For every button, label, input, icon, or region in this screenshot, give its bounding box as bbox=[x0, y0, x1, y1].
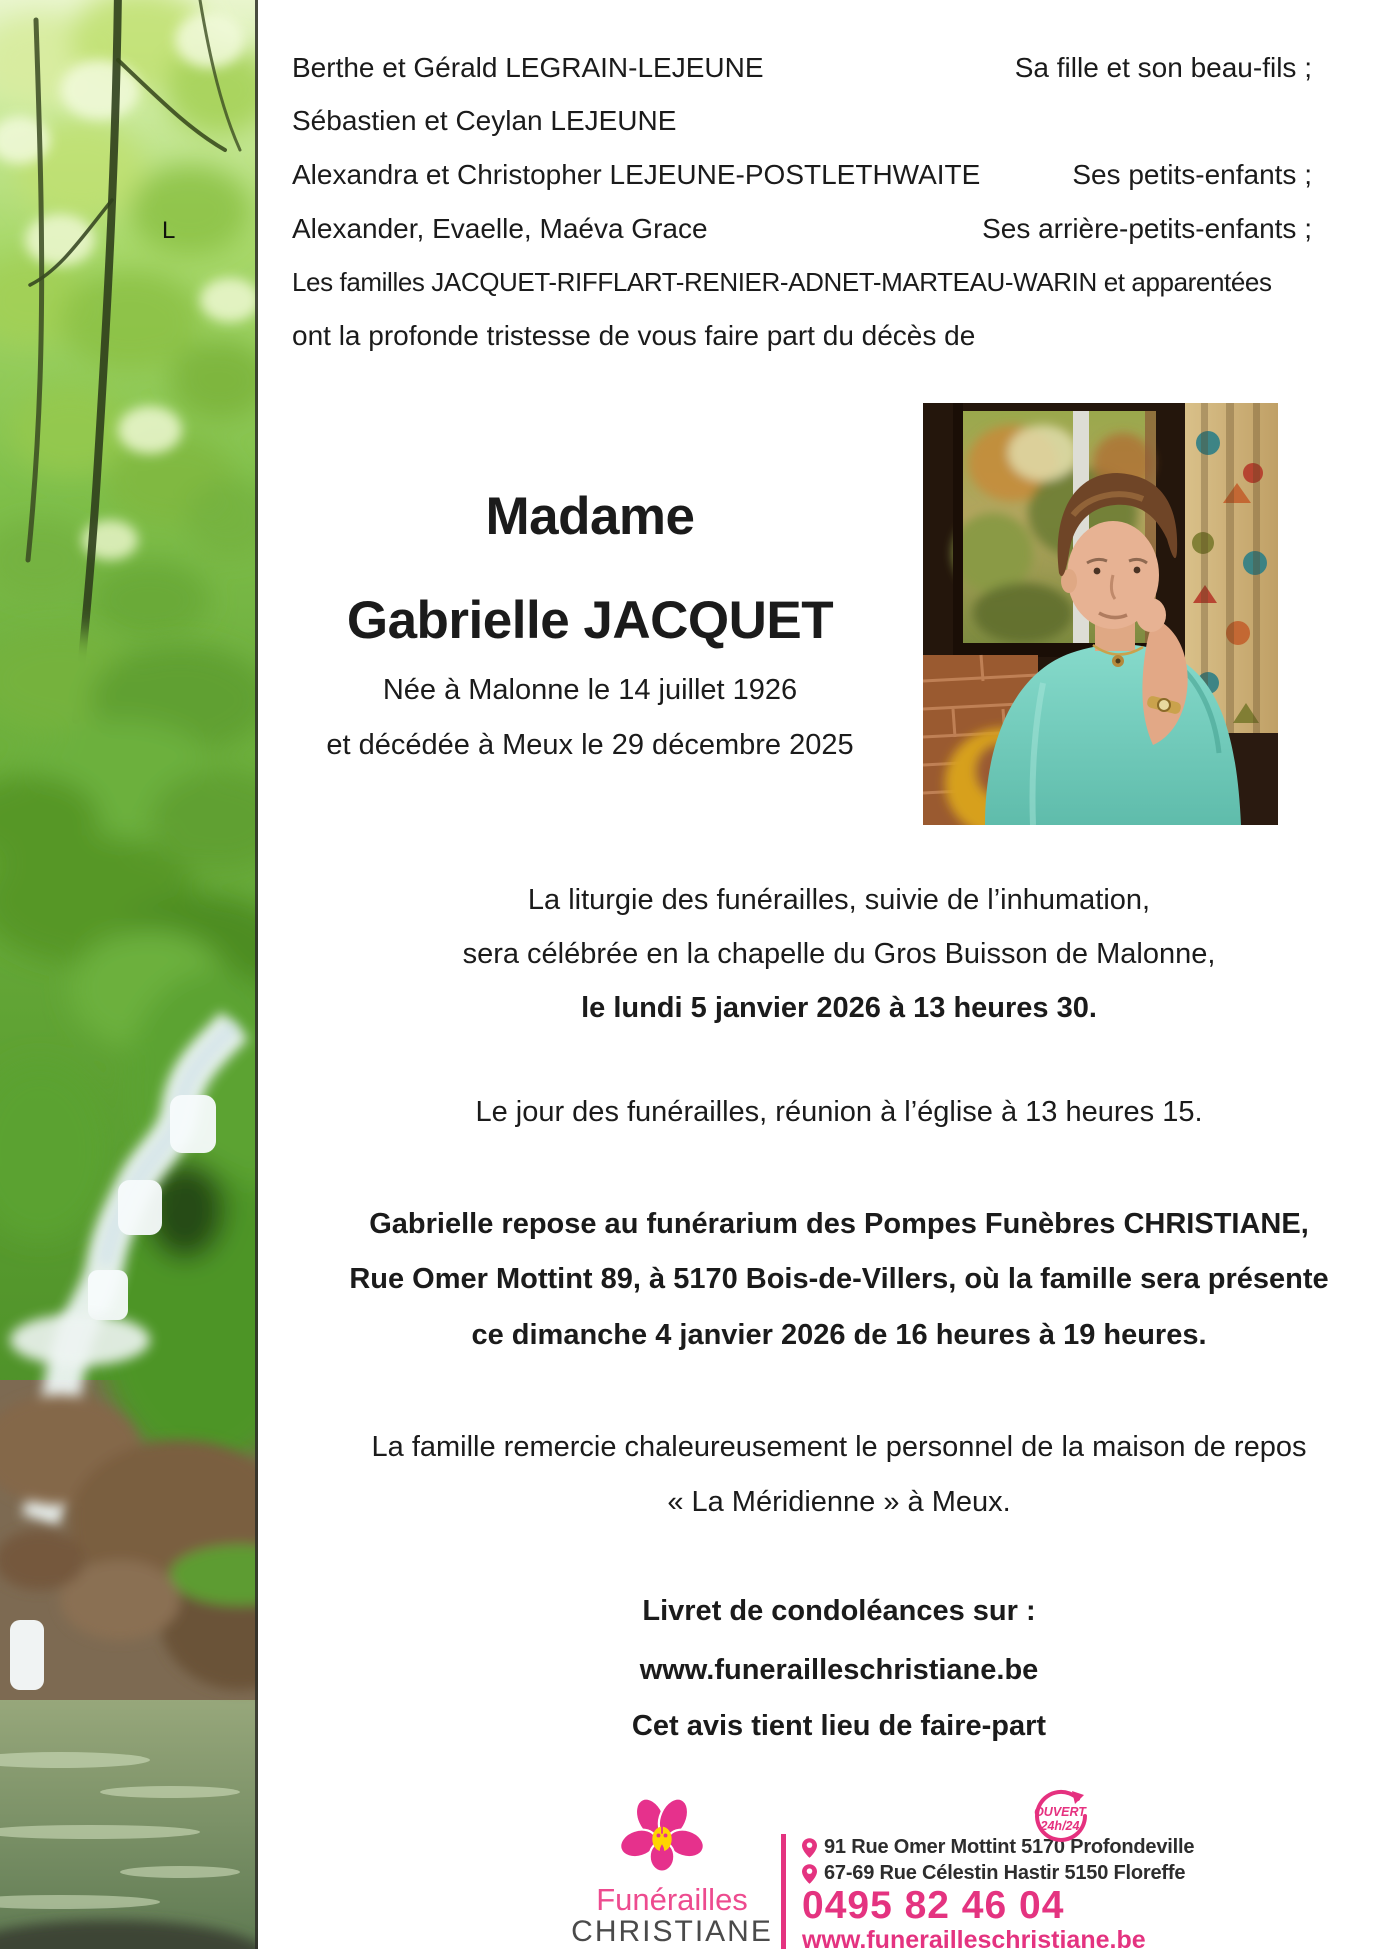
family-names: Sébastien et Ceylan LEJEUNE bbox=[292, 105, 677, 137]
family-names: Berthe et Gérald LEGRAIN-LEJEUNE bbox=[292, 51, 764, 83]
portrait-photo bbox=[923, 403, 1278, 825]
death-line: et décédée à Meux le 29 décembre 2025 bbox=[326, 729, 854, 761]
footer-divider bbox=[781, 1834, 786, 1949]
location-pin-icon bbox=[802, 1838, 817, 1858]
families-line: Les familles JACQUET-RIFFLART-RENIER-ADNET-MARTEAU-WARIN et apparentées bbox=[292, 266, 1272, 297]
stray-letter-overlay: L bbox=[162, 217, 176, 244]
badge-text-ouvert: OUVERT bbox=[1034, 1805, 1086, 1819]
sidebar-nature-image bbox=[0, 0, 258, 1949]
footer-website-link[interactable]: www.funerailleschristiane.be bbox=[802, 1926, 1146, 1949]
location-pin-icon bbox=[802, 1864, 817, 1884]
family-row bbox=[292, 95, 1312, 149]
notice-line: Cet avis tient lieu de faire-part bbox=[631, 1710, 1047, 1742]
announcement-line: ont la profonde tristesse de vous faire part du décès de bbox=[292, 319, 976, 351]
orchid-logo-icon bbox=[618, 1795, 706, 1875]
forest-stream-image bbox=[0, 0, 258, 1949]
family-names: Alexandra et Christopher LEJEUNE-POSTLETHWAITE bbox=[292, 158, 981, 190]
repose-line-2: Rue Omer Mottint 89, à 5170 Bois-de-Villers, où la famille sera présente bbox=[349, 1263, 1329, 1295]
deceased-name: Gabrielle JACQUET bbox=[346, 591, 834, 650]
repose-line-1: Gabrielle repose au funérarium des Pompes Funèbres CHRISTIANE, bbox=[369, 1208, 1309, 1240]
family-row bbox=[292, 148, 1312, 202]
badge-text-24h: 24h/24 bbox=[1040, 1819, 1080, 1833]
footer-phone-number: 0495 82 46 04 bbox=[802, 1884, 1065, 1927]
family-row bbox=[292, 202, 1312, 256]
condolences-heading: Livret de condoléances sur : bbox=[642, 1595, 1036, 1627]
brand-name-bottom: CHRISTIANE bbox=[571, 1915, 773, 1948]
ceremony-date-line: le lundi 5 janvier 2026 à 13 heures 30. bbox=[581, 992, 1097, 1024]
footer-address-2-text: 67-69 Rue Célestin Hastir 5150 Floreffe bbox=[824, 1862, 1186, 1884]
footer-address-1-text: 91 Rue Omer Mottint 5170 Profondeville bbox=[824, 1836, 1195, 1858]
meeting-line: Le jour des funérailles, réunion à l’église à 13 heures 15. bbox=[475, 1096, 1203, 1128]
repose-line-3: ce dimanche 4 janvier 2026 de 16 heures à 19 heures. bbox=[471, 1319, 1207, 1351]
footer-address-1 bbox=[802, 1836, 1194, 1859]
portrait-photo-image bbox=[923, 403, 1278, 825]
thanks-line-1: La famille remercie chaleureusement le personnel de la maison de repos bbox=[371, 1431, 1307, 1463]
ceremony-line-2: sera célébrée en la chapelle du Gros Buisson de Malonne, bbox=[462, 938, 1216, 970]
ceremony-line-1: La liturgie des funérailles, suivie de l’inhumation, bbox=[527, 884, 1151, 916]
condolences-website-link[interactable]: www.funerailleschristiane.be bbox=[639, 1654, 1039, 1686]
family-relation: Ses petits-enfants ; bbox=[1072, 158, 1312, 190]
open-24h-badge bbox=[1028, 1789, 1094, 1847]
family-names: Alexander, Evaelle, Maéva Grace bbox=[292, 212, 708, 244]
thanks-line-2: « La Méridienne » à Meux. bbox=[667, 1486, 1011, 1518]
brand-name-top: Funérailles bbox=[596, 1882, 748, 1917]
family-relation: Ses arrière-petits-enfants ; bbox=[982, 212, 1312, 244]
birth-line: Née à Malonne le 14 juillet 1926 bbox=[382, 674, 798, 706]
deceased-title: Madame bbox=[485, 487, 695, 546]
footer-address-2 bbox=[802, 1862, 1185, 1885]
family-relation: Sa fille et son beau-fils ; bbox=[1014, 51, 1312, 83]
family-header bbox=[292, 41, 1312, 363]
family-row bbox=[292, 41, 1312, 95]
